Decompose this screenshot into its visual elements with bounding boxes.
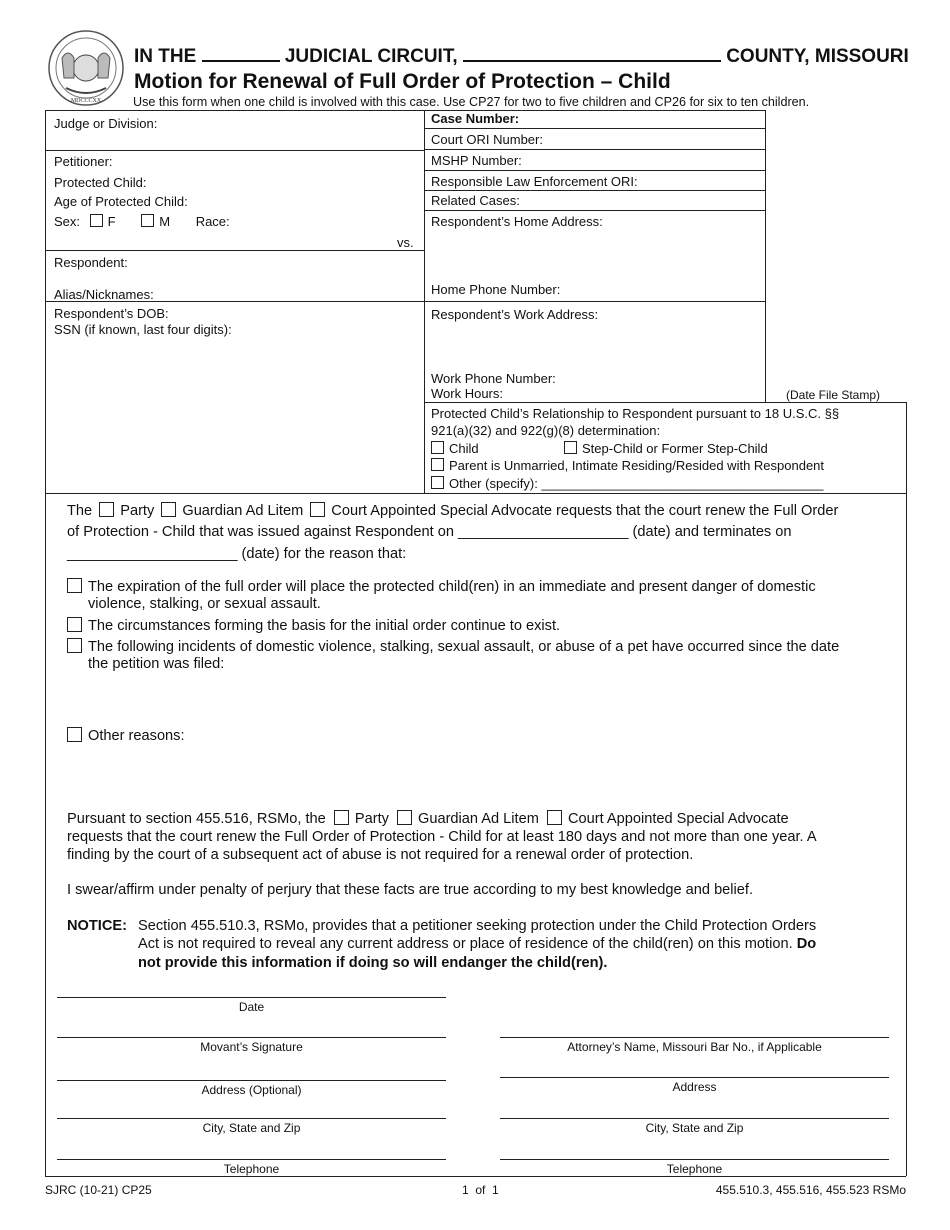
req-party-label: Party	[120, 503, 155, 519]
reason-3-text: The following incidents of domestic violence, stalking, sexual assault, or abuse of a pet have occurred since the date	[88, 639, 840, 655]
other-reasons	[67, 727, 185, 744]
pursuant-line-1	[67, 810, 789, 827]
relationship-step-option	[564, 441, 768, 456]
ssn-field[interactable]: SSN (if known, last four digits):	[54, 322, 232, 337]
swear-statement: I swear/affirm under penalty of perjury that these facts are true according to my best knowledge and belief.	[67, 882, 754, 898]
reason-1-text: The expiration of the full order will place the protected child(ren) in an immediate and present danger of domestic	[88, 579, 816, 595]
req-casa-label: Court Appointed Special Advocate requests that the court renew the Full Order	[331, 503, 839, 519]
rel-parent-label: Parent is Unmarried, Intimate Residing/Resided with Respondent	[449, 458, 825, 473]
sex-f-label: F	[107, 214, 116, 229]
protected-child-field[interactable]: Protected Child:	[54, 175, 147, 190]
mshp-number-field[interactable]: MSHP Number:	[431, 153, 522, 168]
sex-m-checkbox[interactable]	[141, 214, 154, 227]
notice-line-3: not provide this information if doing so will endanger the child(ren).	[138, 955, 608, 971]
related-cases-field[interactable]: Related Cases:	[431, 193, 520, 208]
respondent-dob-field[interactable]: Respondent’s DOB:	[54, 306, 169, 321]
movant-city-line[interactable]: City, State and Zip	[57, 1118, 446, 1135]
req-the: The	[67, 503, 93, 519]
pursuant-party-label: Party	[354, 811, 389, 827]
work-hours-field[interactable]: Work Hours:	[431, 386, 503, 401]
request-line-3[interactable]: _____________________ (date) for the reason that:	[67, 546, 407, 562]
reason-2-checkbox[interactable]	[67, 617, 82, 632]
reason-3	[67, 638, 839, 655]
pursuant-line-3: finding by the court of a subsequent act of abuse is not required for a renewal order of protection.	[67, 847, 694, 863]
reason-2-text: The circumstances forming the basis for the initial order continue to exist.	[88, 618, 561, 634]
rel-other-field[interactable]: Other (specify): _______________________________________	[449, 476, 824, 491]
attorney-name-line[interactable]: Attorney’s Name, Missouri Bar No., if Applicable	[500, 1037, 889, 1054]
other-reasons-checkbox[interactable]	[67, 727, 82, 742]
rel-child-checkbox[interactable]	[431, 441, 444, 454]
attorney-city-line[interactable]: City, State and Zip	[500, 1118, 889, 1135]
law-enforcement-ori-field[interactable]: Responsible Law Enforcement ORI:	[431, 174, 638, 189]
page-number: 1 of 1	[462, 1183, 499, 1197]
form-instructions: Use this form when one child is involved with this case. Use CP27 for two to five children and CP26 for six to ten children.	[133, 95, 810, 109]
race-field[interactable]: Race:	[195, 214, 230, 229]
home-address-field[interactable]: Respondent’s Home Address:	[431, 214, 603, 229]
req-gal-label: Guardian Ad Litem	[182, 503, 304, 519]
form-title: Motion for Renewal of Full Order of Protection – Child	[134, 70, 671, 93]
pursuant-gal-label: Guardian Ad Litem	[417, 811, 539, 827]
req-party-checkbox[interactable]	[99, 502, 114, 517]
notice-line-1: Section 455.510.3, RSMo, provides that a petitioner seeking protection under the Child Protection Orders	[138, 918, 817, 934]
heading-circuit: JUDICIAL CIRCUIT,	[284, 46, 458, 67]
rel-child-label: Child	[449, 441, 479, 456]
pursuant-casa-checkbox[interactable]	[547, 810, 562, 825]
petitioner-field[interactable]: Petitioner:	[54, 154, 113, 169]
alias-field[interactable]: Alias/Nicknames:	[54, 287, 154, 302]
reason-3-text-2: the petition was filed:	[88, 656, 225, 672]
attorney-telephone-line[interactable]: Telephone	[500, 1159, 889, 1176]
relationship-heading: Protected Child’s Relationship to Respondent pursuant to 18 U.S.C. §§	[431, 406, 840, 421]
notice-2a: Act is not required to reveal any current address or place of residence of the child(ren) on this motion.	[138, 936, 793, 952]
relationship-parent-option	[431, 458, 824, 473]
child-age-field[interactable]: Age of Protected Child:	[54, 194, 188, 209]
sex-f-checkbox[interactable]	[90, 214, 103, 227]
sex-race-row	[54, 214, 230, 229]
pursuant-casa-label: Court Appointed Special Advocate	[567, 811, 789, 827]
notice-label: NOTICE:	[67, 918, 127, 934]
sex-label: Sex:	[54, 214, 81, 229]
missouri-state-seal-icon	[44, 28, 128, 108]
movant-address-line[interactable]: Address (Optional)	[57, 1080, 446, 1097]
reason-1-text-2: violence, stalking, or sexual assault.	[88, 596, 321, 612]
reason-1-checkbox[interactable]	[67, 578, 82, 593]
reason-2	[67, 617, 560, 634]
sex-m-label: M	[159, 214, 171, 229]
request-line-2[interactable]: of Protection - Child that was issued against Respondent on _____________________ (date) and terminates on	[67, 524, 792, 540]
work-phone-field[interactable]: Work Phone Number:	[431, 371, 556, 386]
date-signature-line[interactable]: Date	[57, 997, 446, 1014]
rel-parent-checkbox[interactable]	[431, 458, 444, 471]
rel-step-label: Step-Child or Former Step-Child	[582, 441, 768, 456]
court-heading	[134, 46, 909, 68]
pursuant-line-2: requests that the court renew the Full Order of Protection - Child for at least 180 days and not more than one year. A	[67, 829, 817, 845]
req-casa-checkbox[interactable]	[310, 502, 325, 517]
respondent-field[interactable]: Respondent:	[54, 255, 128, 270]
work-address-field[interactable]: Respondent’s Work Address:	[431, 307, 599, 322]
rel-step-checkbox[interactable]	[564, 441, 577, 454]
pursuant-gal-checkbox[interactable]	[397, 810, 412, 825]
reason-3-checkbox[interactable]	[67, 638, 82, 653]
heading-in-the: IN THE	[134, 46, 197, 67]
circuit-blank[interactable]	[202, 60, 280, 62]
svg-text:MDCCCXX: MDCCCXX	[70, 98, 102, 104]
rel-other-checkbox[interactable]	[431, 476, 444, 489]
judge-division-field[interactable]: Judge or Division:	[54, 116, 158, 131]
relationship-heading-2: 921(a)(32) and 922(g)(8) determination:	[431, 423, 661, 438]
statute-references: 455.510.3, 455.516, 455.523 RSMo	[715, 1183, 906, 1197]
versus-label: vs.	[397, 235, 414, 250]
pursuant-prefix: Pursuant to section 455.516, RSMo, the	[67, 811, 326, 827]
req-gal-checkbox[interactable]	[161, 502, 176, 517]
other-reasons-label: Other reasons:	[88, 728, 185, 744]
movant-signature-line[interactable]: Movant’s Signature	[57, 1037, 446, 1054]
court-ori-field[interactable]: Court ORI Number:	[431, 132, 543, 147]
notice-2b: Do	[796, 936, 817, 952]
pursuant-party-checkbox[interactable]	[334, 810, 349, 825]
home-phone-field[interactable]: Home Phone Number:	[431, 282, 561, 297]
request-line-1	[67, 502, 838, 519]
heading-county: COUNTY, MISSOURI	[726, 46, 909, 67]
county-blank[interactable]	[463, 60, 721, 62]
reason-1	[67, 578, 816, 595]
attorney-address-line[interactable]: Address	[500, 1077, 889, 1094]
notice-line-2	[138, 936, 816, 952]
movant-telephone-line[interactable]: Telephone	[57, 1159, 446, 1176]
case-number-field[interactable]: Case Number:	[431, 111, 520, 126]
relationship-other-option	[431, 476, 823, 491]
relationship-child-option	[431, 441, 479, 456]
form-id: SJRC (10-21) CP25	[45, 1183, 152, 1197]
date-file-stamp-label: (Date File Stamp)	[786, 388, 881, 402]
